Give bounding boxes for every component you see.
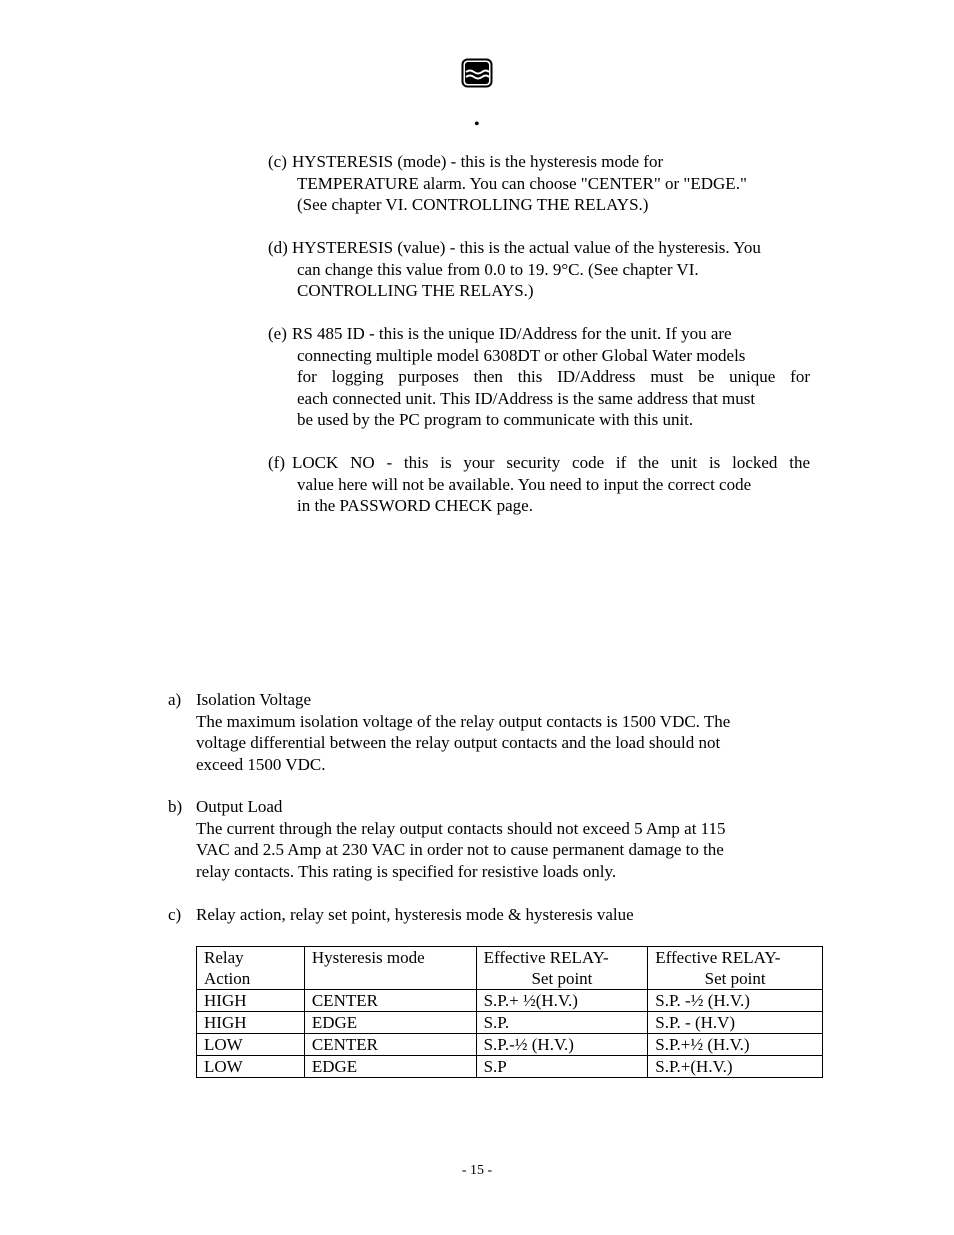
relay-setpoint-table xyxy=(196,946,823,1078)
table-cell: S.P xyxy=(476,1056,648,1078)
item-line: (See chapter VI. CONTROLLING THE RELAYS.) xyxy=(297,195,649,214)
page-number: - 15 - xyxy=(461,1163,493,1178)
item-line: each connected unit. This ID/Address is the same address that must xyxy=(297,388,756,408)
table-row xyxy=(197,990,823,1012)
menu-item-description-d xyxy=(268,237,810,302)
item-line: be used by the PC program to communicate with this unit. xyxy=(297,410,694,429)
header-cell-effective-setpoint-2: Effective RELAY- Set point xyxy=(648,947,823,990)
item-label: (f) xyxy=(268,453,285,472)
header-cell-hysteresis-mode: Hysteresis mode xyxy=(304,947,476,990)
item-line: LOCK NO - this is your security code if the unit is locked the xyxy=(292,453,810,472)
section-isolation-voltage xyxy=(168,689,788,775)
item-line: HYSTERESIS (value) - this is the actual value of the hysteresis. You xyxy=(292,238,761,257)
item-line: RS 485 ID - this is the unique ID/Address for the unit. If you are xyxy=(292,324,732,343)
item-line: TEMPERATURE alarm. You can choose "CENTER" or "EDGE." xyxy=(297,173,747,193)
table-cell: EDGE xyxy=(304,1056,476,1078)
table-cell: HIGH xyxy=(197,1012,305,1034)
section-line: relay contacts. This rating is specified for resistive loads only. xyxy=(196,861,617,881)
section-title: Output Load xyxy=(196,797,283,816)
table-cell: S.P.+ ½(H.V.) xyxy=(476,990,648,1012)
section-label: b) xyxy=(168,797,183,816)
item-line: CONTROLLING THE RELAYS.) xyxy=(297,281,534,300)
section-label: a) xyxy=(168,690,182,709)
table-cell: S.P. -½ (H.V.) xyxy=(648,990,823,1012)
table-cell: S.P.-½ (H.V.) xyxy=(476,1034,648,1056)
table-cell: S.P.+½ (H.V.) xyxy=(648,1034,823,1056)
table-cell: S.P.+(H.V.) xyxy=(648,1056,823,1078)
section-line: VAC and 2.5 Amp at 230 VAC in order not to cause permanent damage to the xyxy=(196,840,724,859)
item-line: HYSTERESIS (mode) - this is the hysteresis mode for xyxy=(292,152,664,171)
section-line: The current through the relay output contacts should not exceed 5 Amp at 115 xyxy=(196,818,726,838)
table-cell: EDGE xyxy=(304,1012,476,1034)
header-cell-relay-action: Relay Action xyxy=(197,947,305,990)
table-cell: CENTER xyxy=(304,990,476,1012)
table-row xyxy=(197,1012,823,1034)
item-line: can change this value from 0.0 to 19. 9°C. (See chapter VI. xyxy=(297,259,699,279)
table-cell: LOW xyxy=(197,1034,305,1056)
table-cell: HIGH xyxy=(197,990,305,1012)
table-header-row xyxy=(197,947,823,990)
section-label: c) xyxy=(168,905,182,924)
table-cell: S.P. xyxy=(476,1012,648,1034)
section-line: exceed 1500 VDC. xyxy=(196,754,326,774)
global-water-logo-icon xyxy=(461,58,493,88)
bullet-marker: • xyxy=(474,116,480,133)
table-cell: LOW xyxy=(197,1056,305,1078)
item-line: value here will not be available. You need to input the correct code xyxy=(297,474,752,494)
section-relay-action xyxy=(168,904,788,926)
item-line: for logging purposes then this ID/Address must be unique for xyxy=(297,367,810,386)
item-line: in the PASSWORD CHECK page. xyxy=(297,496,533,515)
header-cell-effective-setpoint-1: Effective RELAY- Set point xyxy=(476,947,648,990)
item-label: (e) xyxy=(268,324,287,343)
section-line: The maximum isolation voltage of the relay output contacts is 1500 VDC. The xyxy=(196,711,731,731)
menu-item-description-f xyxy=(268,452,810,517)
item-line: connecting multiple model 6308DT or other Global Water models xyxy=(297,345,746,365)
item-label: (c) xyxy=(268,152,287,171)
section-output-load xyxy=(168,796,788,882)
menu-item-description-c xyxy=(268,151,810,216)
table-cell: CENTER xyxy=(304,1034,476,1056)
menu-item-description-e xyxy=(268,323,810,431)
section-title: Isolation Voltage xyxy=(196,690,312,709)
table-row xyxy=(197,1034,823,1056)
table-row xyxy=(197,1056,823,1078)
section-line: voltage differential between the relay output contacts and the load should not xyxy=(196,733,721,752)
section-title: Relay action, relay set point, hysteresis mode & hysteresis value xyxy=(196,905,634,924)
table-cell: S.P. - (H.V) xyxy=(648,1012,823,1034)
item-label: (d) xyxy=(268,238,288,257)
